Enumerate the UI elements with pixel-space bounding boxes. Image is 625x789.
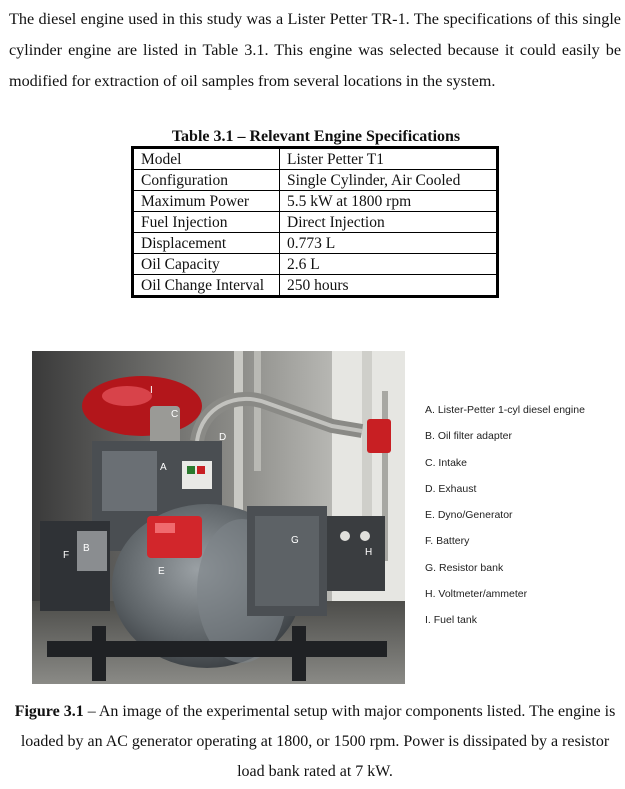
fuel-tank: [82, 376, 202, 436]
figure-legend: [425, 404, 585, 641]
table-row: [133, 233, 498, 254]
legend-item: I. Fuel tank: [425, 614, 477, 627]
figure-caption-text: – An image of the experimental setup with major components listed. The engine is loaded by an AC generator operating at 1800, or 1500 rpm. Power is dissipated by a resistor load bank rated at 7 kW.: [20, 703, 616, 780]
legend-item: H. Voltmeter/ammeter: [425, 588, 528, 601]
spec-value: 0.773 L: [280, 233, 498, 254]
figure-caption-label: Figure 3.1: [14, 703, 84, 720]
spec-value: 5.5 kW at 1800 rpm: [280, 191, 498, 212]
marker-e: E: [158, 566, 165, 577]
marker-c: C: [171, 409, 179, 420]
marker-f: F: [63, 550, 70, 561]
spec-label: Oil Capacity: [133, 254, 280, 275]
meter-box: [327, 516, 385, 591]
spec-value: Lister Petter T1: [280, 148, 498, 170]
spec-value: 2.6 L: [280, 254, 498, 275]
marker-d: D: [219, 432, 227, 443]
figure-caption: [9, 697, 621, 787]
intro-paragraph: The diesel engine used in this study was a Lister Petter TR-1. The specifications of this single cylinder engine are listed in Table 3.1. This engine was selected because it could easily be modified for extraction of oil samples from several locations in the system.: [9, 10, 621, 90]
generator-junction-box: [147, 516, 202, 558]
marker-a: A: [160, 462, 167, 473]
spec-value: Direct Injection: [280, 212, 498, 233]
table-caption: Table 3.1 – Relevant Engine Specifications: [171, 128, 461, 145]
legend-item: D. Exhaust: [425, 482, 477, 495]
spec-value: Single Cylinder, Air Cooled: [280, 170, 498, 191]
legend-item: B. Oil filter adapter: [425, 430, 512, 443]
legend-item: G. Resistor bank: [425, 561, 504, 574]
marker-i: I: [150, 385, 153, 396]
spec-label: Oil Change Interval: [133, 275, 280, 297]
spec-label: Maximum Power: [133, 191, 280, 212]
marker-h: H: [365, 547, 373, 558]
spec-label: Model: [133, 148, 280, 170]
table-row: [133, 275, 498, 297]
engine-setup-photo: [32, 351, 405, 684]
table-row: [133, 170, 498, 191]
spec-label: Fuel Injection: [133, 212, 280, 233]
table-row: [133, 254, 498, 275]
legend-item: E. Dyno/Generator: [425, 509, 513, 522]
legend-item: F. Battery: [425, 535, 470, 548]
spec-label: Displacement: [133, 233, 280, 254]
legend-item: A. Lister-Petter 1-cyl diesel engine: [425, 404, 585, 416]
legend-item: C. Intake: [425, 456, 468, 469]
spec-label: Configuration: [133, 170, 280, 191]
spec-value: 250 hours: [280, 275, 498, 297]
table-row: [133, 148, 498, 170]
marker-b: B: [83, 543, 90, 554]
spec-table: [131, 146, 499, 298]
marker-g: G: [291, 535, 299, 546]
table-row: [133, 191, 498, 212]
table-row: [133, 212, 498, 233]
